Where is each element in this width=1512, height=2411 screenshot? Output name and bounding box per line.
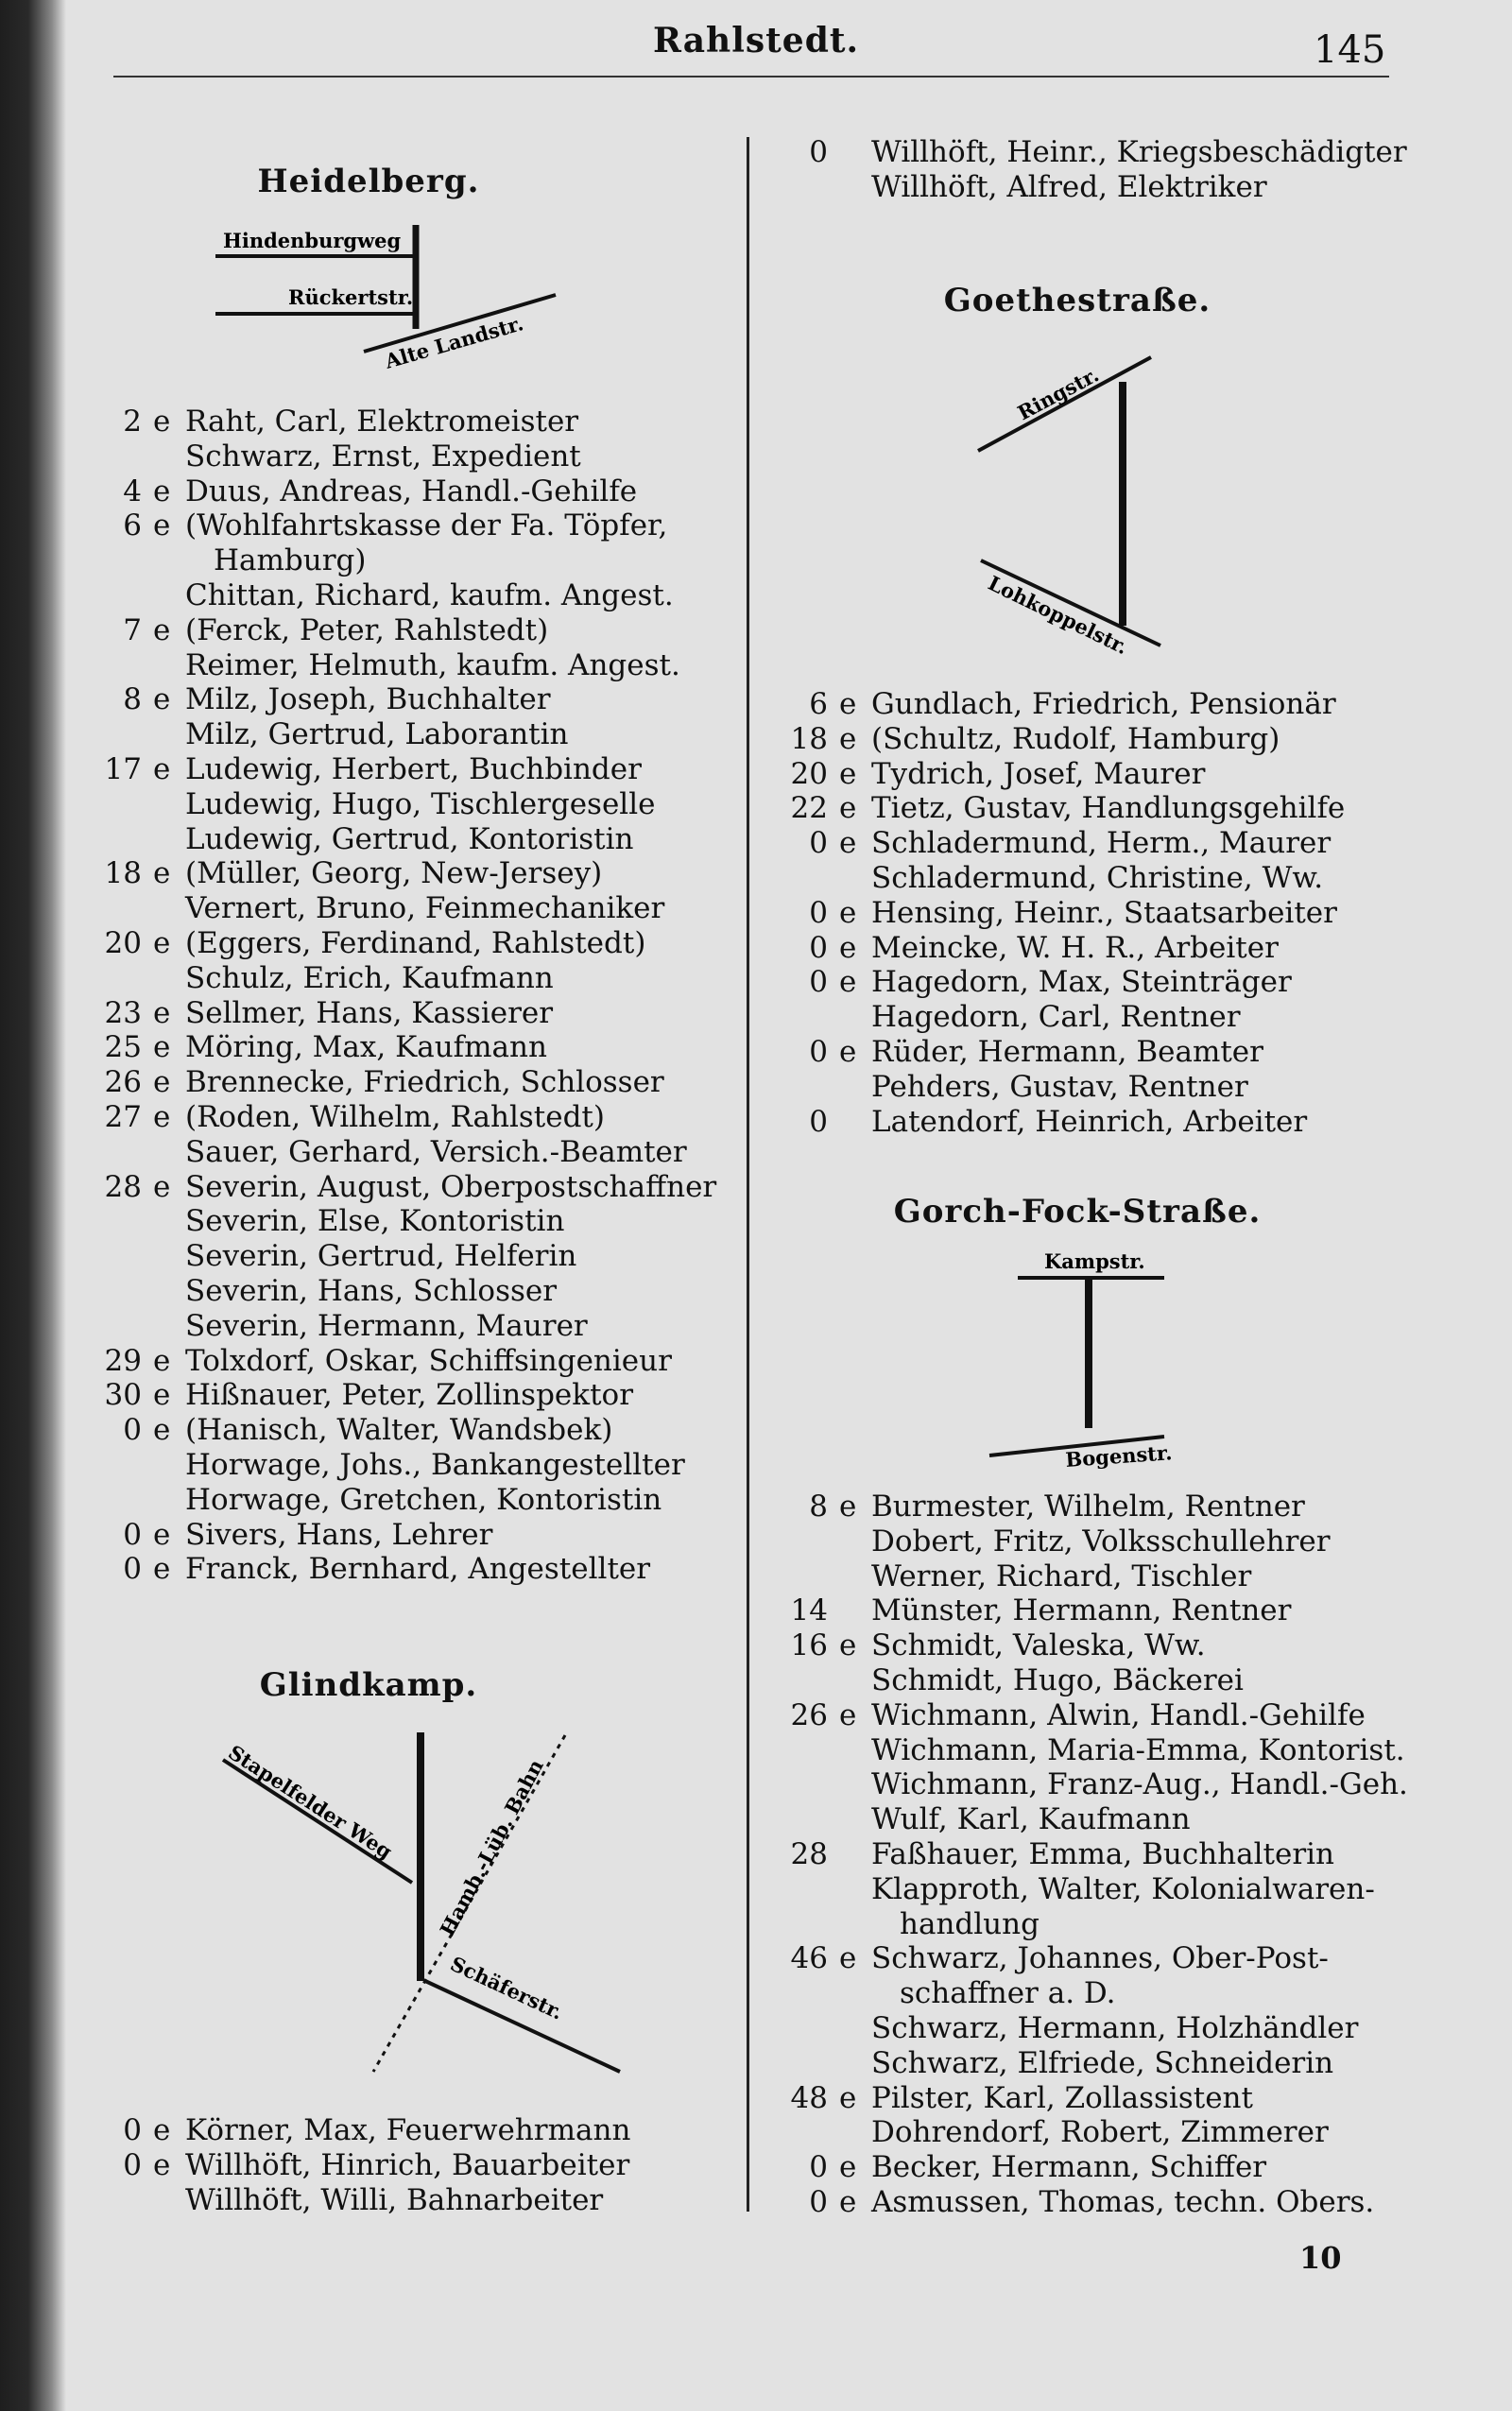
address-entry — [94, 2183, 630, 2218]
resident-text: Burmester, Wilhelm, Rentner — [871, 1490, 1305, 1524]
ownership-marker: e — [153, 474, 171, 508]
resident-text: Brennecke, Friedrich, Schlosser — [185, 1065, 664, 1100]
address-entry — [781, 1872, 1374, 1907]
address-entry — [94, 2148, 630, 2183]
house-number: 6 — [809, 687, 828, 721]
house-number: 0 — [123, 2147, 142, 2182]
resident-text: Horwage, Gretchen, Kontoristin — [185, 1482, 662, 1517]
resident-text: Hagedorn, Carl, Rentner — [871, 1000, 1241, 1035]
house-number: 28 — [104, 1169, 142, 1204]
map-label-kampstr: Kampstr. — [1044, 1249, 1145, 1273]
ownership-marker: e — [839, 826, 857, 861]
map-label-bogenstr: Bogenstr. — [1064, 1440, 1174, 1472]
column-divider — [747, 137, 749, 2212]
address-entry — [781, 1070, 1345, 1105]
resident-text: Severin, Else, Kontoristin — [185, 1204, 565, 1239]
resident-text: Wichmann, Franz-Aug., Handl.-Geh. — [871, 1767, 1408, 1802]
address-entry — [94, 1518, 716, 1553]
address-entry — [94, 717, 716, 752]
house-number: 0 — [809, 135, 828, 169]
address-entry — [781, 1767, 1408, 1802]
ownership-marker: e — [153, 751, 171, 786]
ownership-marker: e — [839, 756, 857, 791]
house-number: 0 — [809, 826, 828, 861]
resident-text: Hamburg) — [214, 543, 367, 578]
address-entry — [781, 2185, 1374, 2220]
address-entry — [781, 687, 1345, 722]
address-entry — [94, 1239, 716, 1274]
house-number: 20 — [104, 925, 142, 960]
house-number: 26 — [104, 1065, 142, 1100]
address-entry — [94, 439, 716, 474]
resident-text: Reimer, Helmuth, kaufm. Angest. — [185, 647, 680, 682]
ownership-marker: e — [839, 2150, 857, 2185]
resident-text: handlung — [900, 1906, 1040, 1941]
ownership-marker: e — [839, 1941, 857, 1976]
resident-text: Dohrendorf, Robert, Zimmerer — [871, 2115, 1329, 2150]
resident-text: Meincke, W. H. R., Arbeiter — [871, 930, 1279, 965]
house-number: 0 — [809, 2150, 828, 2185]
section-title-heidelberg: Heidelberg. — [257, 163, 480, 200]
address-entry — [781, 791, 1345, 826]
house-number: 0 — [809, 965, 828, 1000]
ownership-marker: e — [153, 405, 171, 439]
header-rule — [113, 76, 1389, 77]
resident-text: Wulf, Karl, Kaufmann — [871, 1802, 1191, 1837]
address-entry — [781, 2081, 1374, 2116]
address-entry — [94, 474, 716, 509]
address-entry — [94, 787, 716, 822]
resident-text: Pehders, Gustav, Rentner — [871, 1069, 1248, 1104]
house-number: 16 — [790, 1628, 828, 1663]
house-number: 14 — [790, 1593, 828, 1628]
address-entry — [781, 2011, 1374, 2046]
resident-text: Becker, Hermann, Schiffer — [871, 2150, 1267, 2185]
address-entry — [781, 722, 1345, 757]
resident-text: Dobert, Fritz, Volksschullehrer — [871, 1524, 1331, 1559]
resident-text: Latendorf, Heinrich, Arbeiter — [871, 1104, 1308, 1139]
map-label-alte-landstr: Alte Landstr. — [382, 311, 526, 373]
house-number: 0 — [809, 2184, 828, 2219]
resident-text: (Ferck, Peter, Rahlstedt) — [185, 612, 549, 647]
address-entry — [781, 1837, 1374, 1872]
ownership-marker: e — [153, 925, 171, 960]
ownership-marker: e — [153, 2113, 171, 2147]
address-entry — [781, 2046, 1374, 2081]
house-number: 20 — [790, 756, 828, 791]
address-entry — [94, 1100, 716, 1135]
resident-text: Schmidt, Hugo, Bäckerei — [871, 1662, 1244, 1697]
map-label-schaeferstr: Schäferstr. — [446, 1951, 567, 2024]
entries-goethestrasse — [781, 687, 1345, 1139]
ownership-marker: e — [153, 682, 171, 717]
address-entry — [781, 1976, 1374, 2011]
address-entry — [781, 135, 1407, 170]
resident-text: Ludewig, Gertrud, Kontoristin — [185, 821, 634, 856]
footer-number: 10 — [1299, 2240, 1342, 2276]
address-entry — [94, 578, 716, 613]
address-entry — [94, 682, 716, 717]
address-entry — [94, 1483, 716, 1518]
resident-text: Schmidt, Valeska, Ww. — [871, 1628, 1206, 1663]
ownership-marker: e — [153, 1099, 171, 1134]
address-entry — [781, 1698, 1374, 1733]
ownership-marker: e — [839, 721, 857, 756]
house-number: 17 — [104, 751, 142, 786]
resident-text: Horwage, Johs., Bankangestellter — [185, 1447, 685, 1482]
ownership-marker: e — [153, 1413, 171, 1448]
resident-text: (Müller, Georg, New-Jersey) — [185, 856, 603, 891]
ownership-marker: e — [839, 930, 857, 965]
address-entry — [94, 1378, 716, 1413]
address-entry — [94, 1204, 716, 1239]
resident-text: Münster, Hermann, Rentner — [871, 1593, 1292, 1628]
resident-text: Schwarz, Elfriede, Schneiderin — [871, 2045, 1334, 2080]
address-entry — [94, 1448, 716, 1483]
resident-text: Franck, Bernhard, Angestellter — [185, 1552, 651, 1587]
address-entry — [94, 926, 716, 961]
address-entry — [781, 1941, 1374, 1976]
house-number: 25 — [104, 1030, 142, 1065]
resident-text: Gundlach, Friedrich, Pensionär — [871, 687, 1336, 721]
ownership-marker: e — [153, 612, 171, 647]
map-label-hindenburgweg: Hindenburgweg — [223, 229, 402, 252]
resident-text: Tolxdorf, Oskar, Schiffsingenieur — [185, 1343, 672, 1378]
ownership-marker: e — [153, 995, 171, 1030]
house-number: 4 — [123, 474, 142, 508]
address-entry — [781, 1802, 1374, 1837]
resident-text: Sellmer, Hans, Kassierer — [185, 995, 554, 1030]
address-entry — [94, 648, 716, 683]
address-entry — [94, 1344, 716, 1379]
address-entry — [781, 826, 1345, 861]
resident-text: Sivers, Hans, Lehrer — [185, 1517, 493, 1552]
resident-text: Severin, August, Oberpostschaffner — [185, 1169, 717, 1204]
section-title-glindkamp: Glindkamp. — [259, 1666, 478, 1704]
house-number: 0 — [809, 895, 828, 930]
ownership-marker: e — [839, 1034, 857, 1069]
house-number: 22 — [790, 791, 828, 826]
address-entry — [781, 896, 1345, 931]
resident-text: Faßhauer, Emma, Buchhalterin — [871, 1836, 1335, 1871]
address-entry — [781, 1035, 1345, 1070]
resident-text: Hensing, Heinr., Staatsarbeiter — [871, 895, 1337, 930]
house-number: 29 — [104, 1343, 142, 1378]
resident-text: Chittan, Richard, kaufm. Angest. — [185, 577, 674, 612]
resident-text: Severin, Hans, Schlosser — [185, 1273, 558, 1308]
resident-text: Severin, Hermann, Maurer — [185, 1308, 588, 1343]
resident-text: Hißnauer, Peter, Zollinspektor — [185, 1378, 634, 1413]
house-number: 0 — [809, 1104, 828, 1139]
resident-text: Schladermund, Christine, Ww. — [871, 860, 1324, 895]
resident-text: Willhöft, Hinrich, Bauarbeiter — [185, 2147, 630, 2182]
address-entry — [94, 1309, 716, 1344]
ownership-marker: e — [839, 791, 857, 826]
ownership-marker: e — [153, 1517, 171, 1552]
house-number: 0 — [123, 1552, 142, 1587]
entries-heidelberg — [94, 405, 716, 1587]
address-entry — [94, 996, 716, 1031]
resident-text: Hagedorn, Max, Steinträger — [871, 965, 1292, 1000]
resident-text: Willhöft, Alfred, Elektriker — [871, 169, 1267, 204]
address-entry — [781, 170, 1407, 205]
ownership-marker: e — [839, 687, 857, 721]
resident-text: (Wohlfahrtskasse der Fa. Töpfer, — [185, 508, 668, 543]
resident-text: schaffner a. D. — [900, 1976, 1116, 2011]
ownership-marker: e — [153, 1343, 171, 1378]
house-number: 6 — [123, 508, 142, 543]
house-number: 7 — [123, 612, 142, 647]
house-number: 48 — [790, 2080, 828, 2115]
address-entry — [94, 752, 716, 787]
address-entry — [781, 931, 1345, 966]
resident-text: Wichmann, Maria-Emma, Kontorist. — [871, 1732, 1405, 1767]
house-number: 0 — [809, 930, 828, 965]
resident-text: Schladermund, Herm., Maurer — [871, 826, 1332, 861]
ownership-marker: e — [839, 1697, 857, 1732]
ownership-marker: e — [153, 508, 171, 543]
resident-text: Asmussen, Thomas, techn. Obers. — [871, 2184, 1375, 2219]
address-entry — [94, 1135, 716, 1170]
resident-text: Milz, Gertrud, Laborantin — [185, 717, 569, 752]
page-header-title: Rahlstedt. — [652, 21, 860, 60]
resident-text: Ludewig, Herbert, Buchbinder — [185, 751, 642, 786]
resident-text: Wichmann, Alwin, Handl.-Gehilfe — [871, 1697, 1366, 1732]
section-title-gorch-fock-strasse: Gorch-Fock-Straße. — [893, 1193, 1262, 1231]
resident-text: Schulz, Erich, Kaufmann — [185, 960, 554, 995]
address-entry — [781, 1628, 1374, 1663]
house-number: 23 — [104, 995, 142, 1030]
address-entry — [94, 961, 716, 996]
entries-glindkamp — [94, 2113, 630, 2217]
address-entry — [94, 1274, 716, 1309]
ownership-marker: e — [153, 1065, 171, 1100]
resident-text: Werner, Richard, Tischler — [871, 1559, 1252, 1593]
ownership-marker: e — [153, 1378, 171, 1413]
address-entry — [94, 891, 716, 926]
ownership-marker: e — [153, 856, 171, 891]
resident-text: Willhöft, Willi, Bahnarbeiter — [185, 2182, 604, 2217]
resident-text: Rüder, Hermann, Beamter — [871, 1034, 1263, 1069]
address-entry — [94, 856, 716, 891]
address-entry — [94, 405, 716, 439]
resident-text: Severin, Gertrud, Helferin — [185, 1239, 577, 1274]
resident-text: Milz, Joseph, Buchhalter — [185, 682, 551, 717]
ownership-marker: e — [839, 1628, 857, 1663]
resident-text: (Hanisch, Walter, Wandsbek) — [185, 1413, 613, 1448]
resident-text: Raht, Carl, Elektromeister — [185, 405, 579, 439]
ownership-marker: e — [839, 965, 857, 1000]
address-entry — [781, 1593, 1374, 1628]
address-entry — [94, 1065, 716, 1100]
ownership-marker: e — [839, 895, 857, 930]
house-number: 26 — [790, 1697, 828, 1732]
page-edge-shadow — [0, 0, 66, 2411]
house-number: 18 — [104, 856, 142, 891]
house-number: 30 — [104, 1378, 142, 1413]
house-number: 8 — [123, 682, 142, 717]
resident-text: Schwarz, Ernst, Expedient — [185, 439, 581, 474]
house-number: 8 — [809, 1490, 828, 1524]
resident-text: Duus, Andreas, Handl.-Gehilfe — [185, 474, 638, 508]
address-entry — [94, 508, 716, 543]
address-entry — [781, 1490, 1374, 1524]
resident-text: Schwarz, Hermann, Holzhändler — [871, 2010, 1359, 2045]
address-entry — [94, 1552, 716, 1587]
address-entry — [781, 1000, 1345, 1035]
ownership-marker: e — [153, 2147, 171, 2182]
house-number: 2 — [123, 405, 142, 439]
map-label-bahn: Hamb.-Lüb. Bahn — [435, 1755, 548, 1940]
address-entry — [781, 2150, 1374, 2185]
ownership-marker: e — [839, 1490, 857, 1524]
house-number: 18 — [790, 721, 828, 756]
resident-text: (Roden, Wilhelm, Rahlstedt) — [185, 1099, 605, 1134]
house-number: 0 — [123, 1517, 142, 1552]
resident-text: Schwarz, Johannes, Ober-Post- — [871, 1941, 1329, 1976]
house-number: 46 — [790, 1941, 828, 1976]
entries-gorch-fock-strasse — [781, 1490, 1408, 2220]
address-entry — [781, 1907, 1374, 1942]
entries-glindkamp-continued — [781, 135, 1407, 205]
resident-text: Klapproth, Walter, Kolonialwaren- — [871, 1871, 1375, 1906]
house-number: 27 — [104, 1099, 142, 1134]
address-entry — [94, 2113, 630, 2148]
resident-text: Tydrich, Josef, Maurer — [871, 756, 1206, 791]
address-entry — [94, 1030, 716, 1065]
map-label-stapelfelder-weg: Stapelfelder Weg — [224, 1740, 397, 1864]
address-entry — [94, 1413, 716, 1448]
ownership-marker: e — [153, 1030, 171, 1065]
resident-text: Sauer, Gerhard, Versich.-Beamter — [185, 1134, 687, 1169]
address-entry — [781, 965, 1345, 1000]
house-number: 0 — [123, 1413, 142, 1448]
address-entry — [94, 543, 716, 578]
section-title-goethestrasse: Goethestraße. — [943, 282, 1211, 319]
house-number: 28 — [790, 1836, 828, 1871]
resident-text: (Eggers, Ferdinand, Rahlstedt) — [185, 925, 646, 960]
page-number: 145 — [1314, 28, 1386, 72]
map-label-ringstr: Ringstr. — [1013, 362, 1103, 425]
resident-text: Pilster, Karl, Zollassistent — [871, 2080, 1253, 2115]
address-entry — [94, 1170, 716, 1205]
address-entry — [781, 1732, 1405, 1768]
resident-text: (Schultz, Rudolf, Hamburg) — [871, 721, 1280, 756]
map-label-rueckertstr: Rückertstr. — [288, 285, 414, 309]
resident-text: Körner, Max, Feuerwehrmann — [185, 2113, 631, 2147]
house-number: 0 — [809, 1034, 828, 1069]
ownership-marker: e — [839, 2184, 857, 2219]
map-label-lohkoppelstr: Lohkoppelstr. — [984, 571, 1132, 660]
ownership-marker: e — [839, 2080, 857, 2115]
address-entry — [781, 1559, 1374, 1594]
house-number: 0 — [123, 2113, 142, 2147]
ownership-marker: e — [153, 1169, 171, 1204]
resident-text: Willhöft, Heinr., Kriegsbeschädigter — [871, 135, 1407, 169]
ownership-marker: e — [153, 1552, 171, 1587]
address-entry — [94, 613, 716, 648]
address-entry — [781, 1524, 1374, 1559]
address-entry — [781, 1663, 1374, 1698]
resident-text: Ludewig, Hugo, Tischlergeselle — [185, 786, 656, 821]
resident-text: Möring, Max, Kaufmann — [185, 1030, 547, 1065]
address-entry — [781, 757, 1345, 792]
address-entry — [781, 1105, 1345, 1140]
resident-text: Tietz, Gustav, Handlungsgehilfe — [871, 791, 1346, 826]
address-entry — [94, 822, 716, 857]
resident-text: Vernert, Bruno, Feinmechaniker — [185, 891, 665, 926]
address-entry — [781, 2115, 1374, 2150]
address-entry — [781, 861, 1345, 896]
